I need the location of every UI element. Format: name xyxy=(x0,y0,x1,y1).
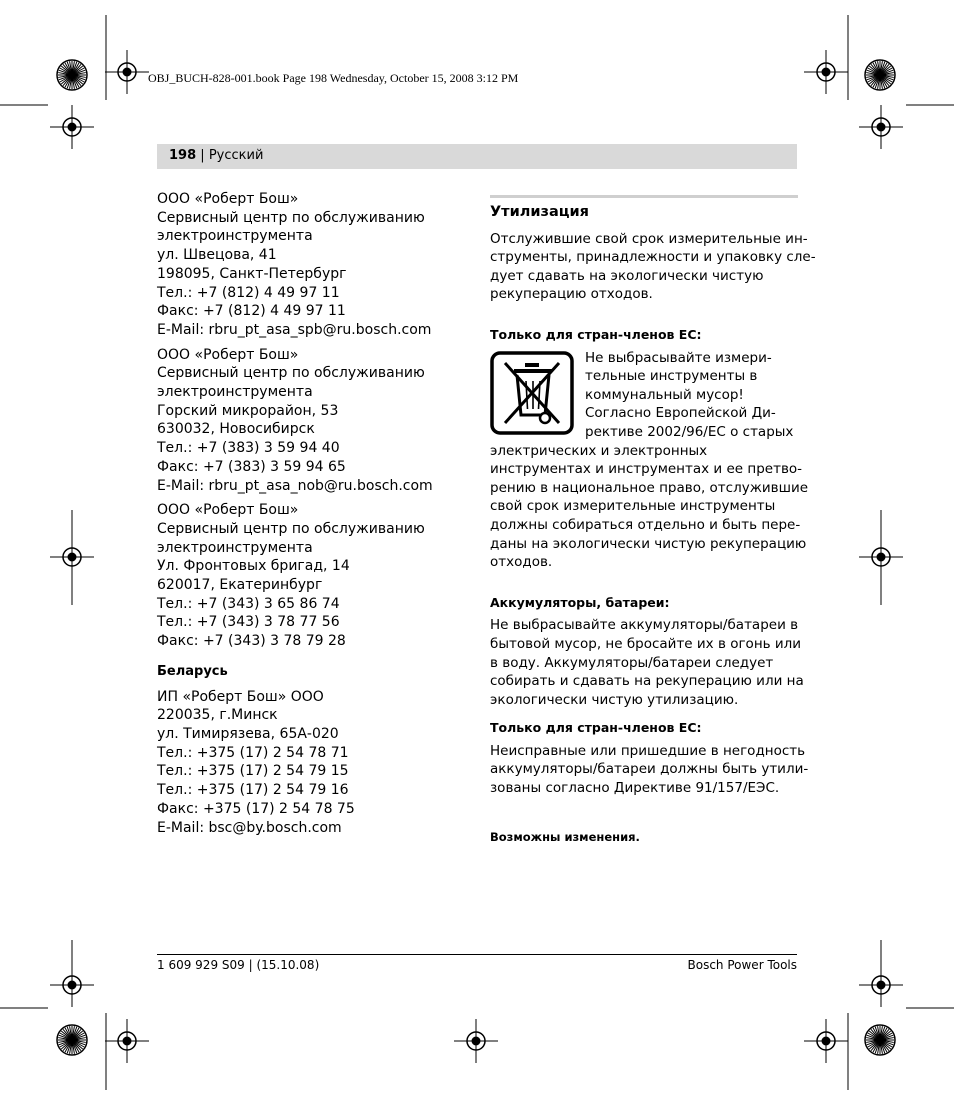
address-line: Тел.: +7 (343) 3 78 77 56 xyxy=(157,614,340,631)
text-line: Неисправные или пришедшие в негодность xyxy=(490,742,806,759)
text-line: струменты, принадлежности и упаковку сле- xyxy=(490,249,816,266)
address-line: 630032, Новосибирск xyxy=(157,421,315,438)
text-line: свой срок измерительные инструменты xyxy=(490,498,776,515)
address-line: E-Mail: rbru_pt_asa_nob@ru.bosch.com xyxy=(157,477,433,494)
address-line: Сервисный центр по обслуживанию xyxy=(157,520,425,537)
page-header-band xyxy=(157,144,797,169)
address-line: Тел.: +375 (17) 2 54 79 16 xyxy=(157,782,349,799)
address-block xyxy=(157,346,467,496)
address-line: Тел.: +7 (812) 4 49 97 11 xyxy=(157,284,340,301)
eu-heading-2: Только для стран-членов ЕС: xyxy=(490,720,702,736)
eu-heading-1: Только для стран-членов ЕС: xyxy=(490,326,702,342)
batteries-text xyxy=(490,616,804,709)
text-line: электрических и электронных xyxy=(490,442,708,459)
text-line: Не выбрасывайте измери- xyxy=(585,349,772,366)
text-line: коммунальный мусор! xyxy=(585,386,744,403)
address-line: ИП «Роберт Бош» ООО xyxy=(157,688,324,705)
address-line: электроинструмента xyxy=(157,384,313,401)
text-line: рению в национальное право, отслужившие xyxy=(490,479,809,496)
text-line: рекуперацию отходов. xyxy=(490,286,653,303)
text-line: должны собираться отдельно и быть пере- xyxy=(490,516,801,533)
footer-brand: Bosch Power Tools xyxy=(687,958,797,972)
footer-rule xyxy=(157,954,797,955)
address-line: ул. Швецова, 41 xyxy=(157,247,277,264)
disposal-text xyxy=(490,230,816,304)
address-line: Ул. Фронтовых бригад, 14 xyxy=(157,558,350,575)
batteries-heading: Аккумуляторы, батареи: xyxy=(490,594,670,610)
text-line: Не выбрасывайте аккумуляторы/батареи в xyxy=(490,617,799,634)
crossed-out-wheelie-bin-icon xyxy=(490,351,574,435)
address-block xyxy=(157,501,467,651)
text-line: рективе 2002/96/ЕС о старых xyxy=(585,423,794,440)
text-line: в воду. Аккумуляторы/батареи следует xyxy=(490,654,774,671)
address-line: ООО «Роберт Бош» xyxy=(157,191,299,207)
address-line: электроинструмента xyxy=(157,228,313,245)
address-line: Сервисный центр по обслуживанию xyxy=(157,209,425,226)
changes-note: Возможны изменения. xyxy=(490,829,640,844)
address-line: Тел.: +375 (17) 2 54 78 71 xyxy=(157,744,349,761)
eu2-text xyxy=(490,742,809,798)
address-line: 220035, г.Минск xyxy=(157,707,278,724)
eu-wrap-text xyxy=(585,349,793,442)
address-line: Факс: +7 (812) 4 49 97 11 xyxy=(157,303,346,320)
address-block xyxy=(157,190,467,340)
address-line: E-Mail: rbru_pt_asa_spb@ru.bosch.com xyxy=(157,321,432,338)
address-line: Тел.: +7 (343) 3 65 86 74 xyxy=(157,595,340,612)
address-list xyxy=(157,190,467,651)
address-line: Тел.: +375 (17) 2 54 79 15 xyxy=(157,763,349,780)
text-line: аккумуляторы/батареи должны быть утили- xyxy=(490,761,809,778)
right-column xyxy=(490,195,816,846)
belarus-address xyxy=(157,688,467,838)
left-column xyxy=(157,190,467,837)
text-line: Согласно Европейской Ди- xyxy=(585,405,776,422)
eu-full-text xyxy=(490,442,809,572)
address-line: Сервисный центр по обслуживанию xyxy=(157,365,425,382)
text-line: инструментах и инструментах и ее претво- xyxy=(490,461,803,478)
text-line: Отслужившие свой срок измерительные ин- xyxy=(490,230,808,247)
text-line: дует сдавать на экологически чистую xyxy=(490,267,764,284)
text-line: экологически чистую утилизацию. xyxy=(490,691,739,708)
address-line: Факс: +7 (343) 3 78 79 28 xyxy=(157,633,346,650)
address-line: 198095, Санкт-Петербург xyxy=(157,265,347,282)
address-line: E-Mail: bsc@by.bosch.com xyxy=(157,819,342,836)
section-rule xyxy=(490,195,798,198)
text-line: собирать и сдавать на рекуперацию или на xyxy=(490,673,804,690)
address-line: электроинструмента xyxy=(157,539,313,556)
address-line: ООО «Роберт Бош» xyxy=(157,346,299,363)
text-line: тельные инструменты в xyxy=(585,368,758,385)
file-info-header: OBJ_BUCH-828-001.book Page 198 Wednesday, October 15, 2008 3:12 PM xyxy=(148,71,519,85)
text-line: даны на экологически чистую рекуперацию xyxy=(490,535,807,552)
address-line: Факс: +7 (383) 3 59 94 65 xyxy=(157,458,346,475)
footer-doc-number: 1 609 929 S09 | (15.10.08) xyxy=(157,958,320,972)
disposal-heading: Утилизация xyxy=(490,204,589,220)
belarus-heading: Беларусь xyxy=(157,663,228,679)
address-line: Тел.: +7 (383) 3 59 94 40 xyxy=(157,440,340,457)
address-line: Факс: +375 (17) 2 54 78 75 xyxy=(157,800,355,817)
text-line: зованы согласно Директиве 91/157/ЕЭС. xyxy=(490,780,780,797)
address-line: Горский микрорайон, 53 xyxy=(157,402,339,419)
text-line: отходов. xyxy=(490,554,553,571)
address-line: ул. Тимирязева, 65А-020 xyxy=(157,725,339,742)
language-label: Русский xyxy=(208,148,264,163)
page-number: 198 xyxy=(169,148,197,163)
header-separator: | xyxy=(200,148,205,163)
address-line: ООО «Роберт Бош» xyxy=(157,502,299,519)
address-line: 620017, Екатеринбург xyxy=(157,577,323,594)
text-line: бытовой мусор, не бросайте их в огонь или xyxy=(490,635,802,652)
eu-disposal-block xyxy=(490,349,798,442)
